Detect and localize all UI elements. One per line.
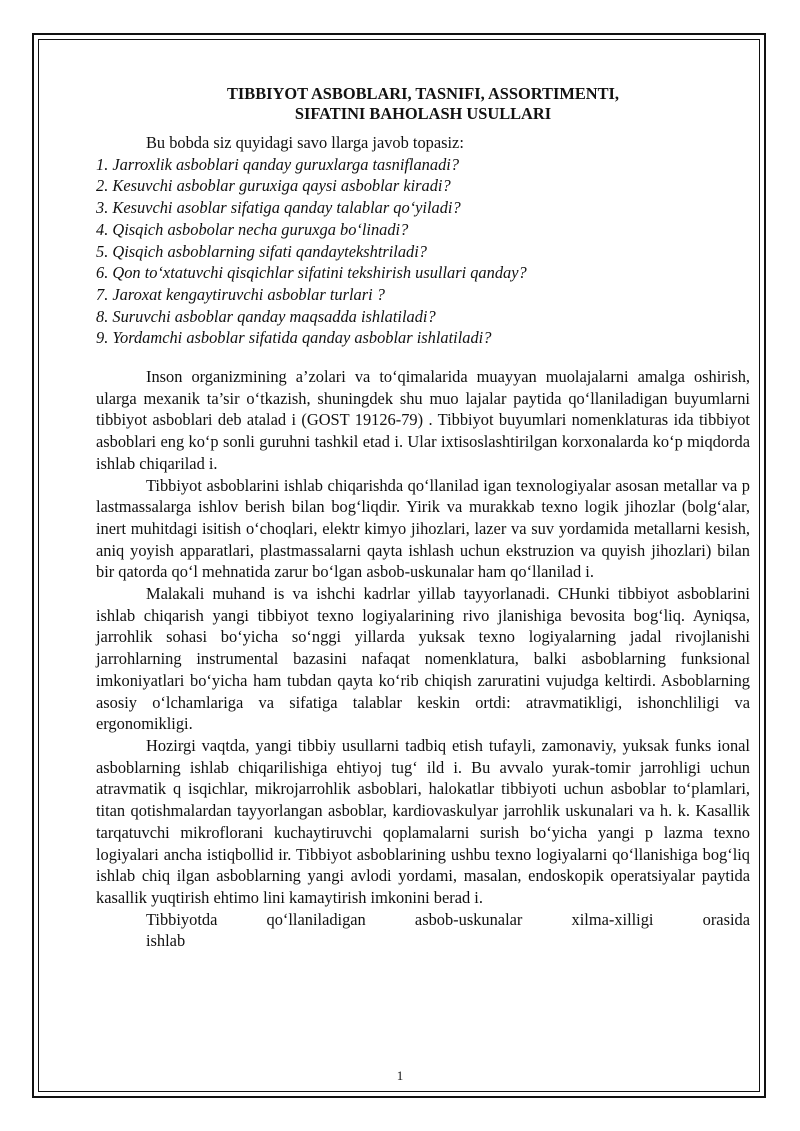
trailing-line: Tibbiyotda qo‘llaniladigan asbob-uskunalar xilma-xilligi orasida [146,909,750,929]
chapter-title [96,84,750,124]
spacer [96,349,750,366]
question-item: 7. Jaroxat kengaytiruvchi asboblar turlari ? [96,284,385,304]
question-list [96,154,750,349]
page-number: 1 [396,1068,404,1083]
question-item: 5. Qisqich asboblarning sifati qandaytekshtriladi? [96,241,427,261]
chapter-title-line-2: SIFATINI BAHOLASH USULLARI [294,104,552,123]
question-item: 1. Jarroxlik asboblari qanday guruxlarga tasniflanadi? [96,154,460,174]
question-item: 3. Kesuvchi asoblar sifatiga qanday talablar qo‘yiladi? [96,198,461,218]
body-paragraph: Hozirgi vaqtda, yangi tibbiy usullarni tadbiq etish tufayli, zamonaviy, yuksak funks ional asboblarning ishlab chiqarilishiga ehtiyoj tug‘ ild i. Bu avvalo yurak-tomir jarrohligi uchun atravmatik q isqichlar, mikrojarrohlik asboblari, halokatlar tibbiyoti uchun asboblar to‘plamlari, titan qotishmalardan tayyorlangan asboblar, kardiovaskulyar jarrohlik uskunalari va h. k. Kasallik tarqatuvchi mikroflorani kuchaytiruvchi qoplamalarni surish bo‘yicha yangi p lazma texno logiyalari ancha istiqbollid ir. Tibbiyot asboblarining ushbu texno logiyalarni qo‘llanishiga bog‘liq ishlab chiq ilgan asboblarning yangi avlodi yordami, masalan, endoskopik operatsiyalar paytida kasallik yuqtirish ehtimo lini kamaytirish imkonini berad i. [96,735,750,907]
question-item: 8. Suruvchi asboblar qanday maqsadda ishlatiladi? [96,306,436,326]
trailing-word: ishlab [146,931,186,951]
body-paragraph: Inson organizmining a’zolari va to‘qimalarida muayyan muolajalarni amalga oshirish, ularga mexanik ta’sir o‘tkazish, shuningdek shu muo lajalar paytida qo‘llaniladigan buyumlarni tibbiyot asboblari deb atalad i (GOST 19126-79) . Tibbiyot buyumlari nomenklaturas ida tibbiyot asboblari eng ko‘p sonli guruhni tashkil etad i. Ular ixtisoslashtirilgan korxonalarda ko‘p miqdorda ishlab chiqarilad i. [96,367,750,473]
question-item: 6. Qon to‘xtatuvchi qisqichlar sifatini tekshirish usullari qanday? [96,263,527,283]
question-item: 2. Kesuvchi asboblar guruxiga qaysi asboblar kiradi? [96,176,451,196]
document-body [96,84,750,952]
trailing-paragraph [96,909,750,952]
body-paragraph: Tibbiyot asboblarini ishlab chiqarishda qo‘llanilad igan texnologiyalar asosan metallar va p lastmassalarga ishlov berish bilan bog‘liqdir. Yirik va murakkab texno logik jihozlar (bolg‘alar, inert muhitdagi isitish o‘choqlari, elektr kimyo jihozlari, lazer va suv yordamida metallarni kesish, aniq yoyish apparatlari, plastmassalarni qayta ishlash uchun ekstruzion va quyish jihozlari) bilan bir qatorda qo‘l mehnatida zarur bo‘lgan asbob-uskunalar ham qo‘llanilad i. [96,475,750,582]
chapter-title-line-1: TIBBIYOT ASBOBLARI, TASNIFI, ASSORTIMENTI, [226,84,620,103]
body-paragraph: Malakali muhand is va ishchi kadrlar yillab tayyorlanadi. CHunki tibbiyot asboblarini ishlab chiqarish yangi tibbiyot texno logiyalarining rivo jlanishiga bevosita bog‘liq. Ayniqsa, jarrohlik sohasi bo‘yicha so‘nggi yillarda yuksak texno logiyalarning jadal rivojlanishi jarrohlarning instrumental bazasini nafaqat nomenklatura, balki asboblarning funksional imkoniyatlari bo‘yicha ham tubdan qayta ko‘rib chiqish zaruratini vujudga keltirdi. Asboblarning asosiy o‘lchamlariga va sifatiga talablar keskin ortdi: atravmatikligi, ishonchliligi va ergonomikligi. [96,584,750,734]
question-item: 4. Qisqich asbobolar necha guruxga bo‘linadi? [96,219,409,239]
question-item: 9. Yordamchi asboblar sifatida qanday asboblar ishlatiladi? [96,328,492,348]
intro-text: Bu bobda siz quyidagi savo llarga javob topasiz: [146,133,464,152]
